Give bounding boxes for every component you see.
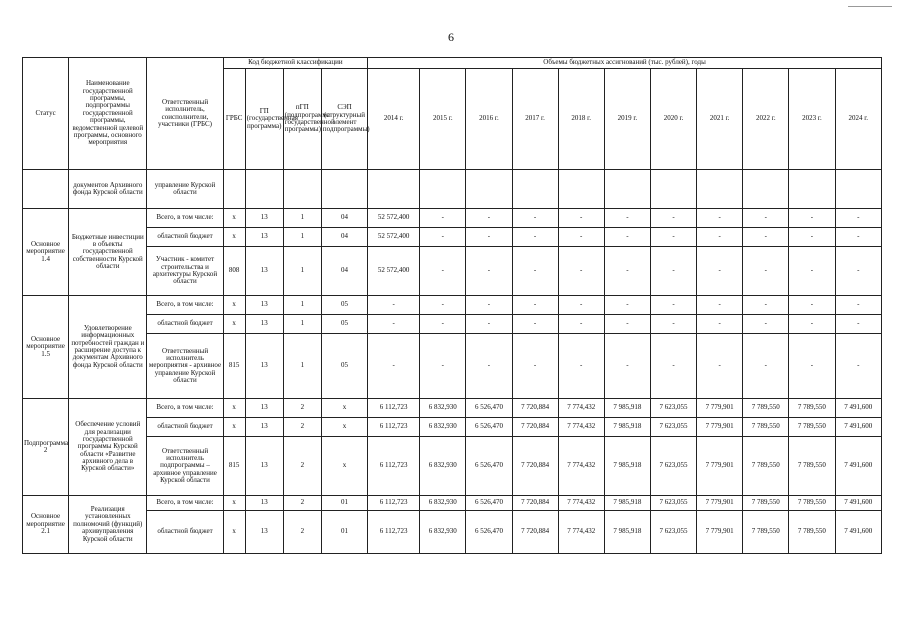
header-executor: Ответственный исполнитель, соисполнители, участники (ГРБС) bbox=[147, 58, 223, 170]
grbs-cell: x bbox=[223, 209, 245, 228]
gp-cell: 13 bbox=[245, 209, 283, 228]
value-cell: - bbox=[650, 296, 696, 315]
value-cell: 6 832,930 bbox=[420, 511, 466, 554]
value-cell: 6 832,930 bbox=[420, 496, 466, 511]
value-cell: 6 526,470 bbox=[466, 418, 512, 437]
table-row bbox=[23, 247, 882, 296]
pgp-cell: 2 bbox=[283, 437, 321, 496]
grbs-cell: x bbox=[223, 496, 245, 511]
value-cell: - bbox=[789, 315, 835, 334]
value-cell: - bbox=[420, 228, 466, 247]
pgp-cell: 1 bbox=[283, 209, 321, 228]
table-row bbox=[23, 209, 882, 228]
value-cell: - bbox=[558, 209, 604, 228]
header-year: 2019 г. bbox=[604, 69, 650, 170]
value-cell: - bbox=[650, 334, 696, 399]
header-year: 2024 г. bbox=[835, 69, 882, 170]
value-cell: - bbox=[604, 315, 650, 334]
header-grbs: ГРБС bbox=[223, 69, 245, 170]
value-cell: - bbox=[789, 247, 835, 296]
header-name: Наименование государственной программы, подпрограммы государственной программы, ведомственной целевой программы, основного мероприятия bbox=[69, 58, 147, 170]
empty-cell bbox=[835, 170, 882, 209]
value-cell: - bbox=[743, 209, 789, 228]
value-cell: 7 623,055 bbox=[650, 437, 696, 496]
value-cell: 52 572,400 bbox=[368, 209, 420, 228]
pgp-cell: 1 bbox=[283, 247, 321, 296]
value-cell: 7 789,550 bbox=[789, 437, 835, 496]
value-cell: 7 985,918 bbox=[604, 496, 650, 511]
pgp-cell: 2 bbox=[283, 496, 321, 511]
sep-cell: x bbox=[321, 418, 367, 437]
value-cell: 7 789,550 bbox=[743, 399, 789, 418]
grbs-cell: x bbox=[223, 511, 245, 554]
status-cell: Основное мероприятие 1.4 bbox=[23, 209, 69, 296]
table-row bbox=[23, 399, 882, 418]
value-cell: 7 985,918 bbox=[604, 418, 650, 437]
status-cell: Основное мероприятие 1.5 bbox=[23, 296, 69, 399]
table-row bbox=[23, 315, 882, 334]
empty-cell bbox=[283, 170, 321, 209]
value-cell: 7 789,550 bbox=[743, 418, 789, 437]
table-row bbox=[23, 334, 882, 399]
value-cell: - bbox=[650, 315, 696, 334]
value-cell: - bbox=[650, 228, 696, 247]
gp-cell: 13 bbox=[245, 228, 283, 247]
sep-cell: 01 bbox=[321, 496, 367, 511]
executor-cell: Всего, в том числе: bbox=[147, 399, 223, 418]
sep-cell: 04 bbox=[321, 209, 367, 228]
value-cell: - bbox=[512, 315, 558, 334]
value-cell: 7 779,901 bbox=[697, 418, 743, 437]
value-cell: 7 491,600 bbox=[835, 399, 882, 418]
value-cell: 6 526,470 bbox=[466, 496, 512, 511]
header-sep: СЭП (структурный элемент подпрограммы) bbox=[321, 69, 367, 170]
gp-cell: 13 bbox=[245, 334, 283, 399]
empty-cell bbox=[789, 170, 835, 209]
table-row bbox=[23, 496, 882, 511]
empty-cell bbox=[321, 170, 367, 209]
header-year: 2018 г. bbox=[558, 69, 604, 170]
header-year: 2017 г. bbox=[512, 69, 558, 170]
value-cell: 7 789,550 bbox=[743, 496, 789, 511]
grbs-cell: x bbox=[223, 315, 245, 334]
value-cell: 7 720,884 bbox=[512, 511, 558, 554]
grbs-cell: 815 bbox=[223, 334, 245, 399]
value-cell: - bbox=[650, 247, 696, 296]
value-cell: 7 789,550 bbox=[789, 511, 835, 554]
value-cell: 7 779,901 bbox=[697, 437, 743, 496]
name-cell: Обеспечение условий для реализации государственной программы Курской области «Развитие архивного дела в Курской области» bbox=[69, 399, 147, 496]
value-cell: 6 832,930 bbox=[420, 399, 466, 418]
table-row bbox=[23, 418, 882, 437]
value-cell: - bbox=[697, 315, 743, 334]
value-cell: 6 832,930 bbox=[420, 437, 466, 496]
value-cell: - bbox=[420, 315, 466, 334]
executor-cell: областной бюджет bbox=[147, 315, 223, 334]
value-cell: - bbox=[743, 334, 789, 399]
empty-cell bbox=[650, 170, 696, 209]
empty-cell bbox=[743, 170, 789, 209]
header-year: 2016 г. bbox=[466, 69, 512, 170]
value-cell: - bbox=[466, 334, 512, 399]
value-cell: - bbox=[835, 334, 882, 399]
value-cell: - bbox=[789, 228, 835, 247]
value-cell: - bbox=[466, 228, 512, 247]
value-cell: - bbox=[604, 247, 650, 296]
executor-cell: областной бюджет bbox=[147, 418, 223, 437]
value-cell: 7 491,600 bbox=[835, 437, 882, 496]
value-cell: 7 789,550 bbox=[789, 399, 835, 418]
header-year: 2015 г. bbox=[420, 69, 466, 170]
value-cell: - bbox=[512, 334, 558, 399]
executor-cell: областной бюджет bbox=[147, 228, 223, 247]
value-cell: - bbox=[604, 228, 650, 247]
header-status: Статус bbox=[23, 58, 69, 170]
gp-cell: 13 bbox=[245, 315, 283, 334]
value-cell: - bbox=[466, 209, 512, 228]
value-cell: - bbox=[697, 228, 743, 247]
sep-cell: x bbox=[321, 399, 367, 418]
value-cell: - bbox=[835, 209, 882, 228]
value-cell: - bbox=[743, 315, 789, 334]
value-cell: - bbox=[789, 296, 835, 315]
executor-cell: Всего, в том числе: bbox=[147, 209, 223, 228]
scan-edge-mark bbox=[848, 6, 892, 7]
grbs-cell: 815 bbox=[223, 437, 245, 496]
header-budget-code: Код бюджетной классификации bbox=[223, 58, 367, 69]
pgp-cell: 1 bbox=[283, 228, 321, 247]
value-cell: - bbox=[512, 228, 558, 247]
value-cell: 7 623,055 bbox=[650, 418, 696, 437]
gp-cell: 13 bbox=[245, 418, 283, 437]
value-cell: 7 774,432 bbox=[558, 496, 604, 511]
value-cell: 7 774,432 bbox=[558, 418, 604, 437]
value-cell: 6 832,930 bbox=[420, 418, 466, 437]
grbs-cell: x bbox=[223, 418, 245, 437]
value-cell: - bbox=[420, 334, 466, 399]
value-cell: 7 789,550 bbox=[743, 511, 789, 554]
value-cell: - bbox=[368, 334, 420, 399]
value-cell: 6 112,723 bbox=[368, 496, 420, 511]
header-gp: ГП (государственная программа) bbox=[245, 69, 283, 170]
value-cell: - bbox=[835, 228, 882, 247]
value-cell: 52 572,400 bbox=[368, 247, 420, 296]
table-row bbox=[23, 296, 882, 315]
value-cell: - bbox=[512, 247, 558, 296]
header-year: 2020 г. bbox=[650, 69, 696, 170]
value-cell: - bbox=[466, 247, 512, 296]
value-cell: 7 491,600 bbox=[835, 496, 882, 511]
value-cell: 7 779,901 bbox=[697, 399, 743, 418]
value-cell: - bbox=[368, 315, 420, 334]
grbs-cell: x bbox=[223, 296, 245, 315]
value-cell: - bbox=[697, 209, 743, 228]
value-cell: 7 985,918 bbox=[604, 511, 650, 554]
budget-table bbox=[22, 57, 882, 554]
executor-cell: областной бюджет bbox=[147, 511, 223, 554]
pgp-cell: 2 bbox=[283, 511, 321, 554]
sep-cell: 01 bbox=[321, 511, 367, 554]
value-cell: 7 774,432 bbox=[558, 399, 604, 418]
value-cell: 7 720,884 bbox=[512, 496, 558, 511]
value-cell: 7 985,918 bbox=[604, 399, 650, 418]
executor-cell: Участник - комитет строительства и архитектуры Курской области bbox=[147, 247, 223, 296]
value-cell: - bbox=[743, 296, 789, 315]
gp-cell: 13 bbox=[245, 496, 283, 511]
value-cell: 7 720,884 bbox=[512, 399, 558, 418]
value-cell: - bbox=[558, 334, 604, 399]
value-cell: - bbox=[697, 247, 743, 296]
value-cell: 6 526,470 bbox=[466, 437, 512, 496]
gp-cell: 13 bbox=[245, 247, 283, 296]
value-cell: 7 779,901 bbox=[697, 496, 743, 511]
value-cell: - bbox=[466, 315, 512, 334]
value-cell: - bbox=[558, 247, 604, 296]
gp-cell: 13 bbox=[245, 511, 283, 554]
value-cell: - bbox=[512, 296, 558, 315]
value-cell: - bbox=[789, 334, 835, 399]
value-cell: - bbox=[697, 296, 743, 315]
sep-cell: 05 bbox=[321, 315, 367, 334]
executor-cell: Всего, в том числе: bbox=[147, 496, 223, 511]
pgp-cell: 1 bbox=[283, 315, 321, 334]
value-cell: - bbox=[650, 209, 696, 228]
value-cell: 7 720,884 bbox=[512, 418, 558, 437]
value-cell: 7 491,600 bbox=[835, 418, 882, 437]
value-cell: 7 774,432 bbox=[558, 437, 604, 496]
value-cell: 7 720,884 bbox=[512, 437, 558, 496]
value-cell: - bbox=[558, 315, 604, 334]
header-year: 2021 г. bbox=[697, 69, 743, 170]
pgp-cell: 2 bbox=[283, 399, 321, 418]
executor-cell: Ответственный исполнитель подпрограммы – архивное управление Курской области bbox=[147, 437, 223, 496]
value-cell: - bbox=[512, 209, 558, 228]
header-year: 2022 г. bbox=[743, 69, 789, 170]
empty-cell bbox=[420, 170, 466, 209]
empty-cell bbox=[558, 170, 604, 209]
value-cell: 7 789,550 bbox=[789, 418, 835, 437]
empty-cell bbox=[604, 170, 650, 209]
value-cell: 6 112,723 bbox=[368, 511, 420, 554]
gp-cell: 13 bbox=[245, 399, 283, 418]
pgp-cell: 1 bbox=[283, 296, 321, 315]
status-cell: Основное мероприятие 2.1 bbox=[23, 496, 69, 554]
value-cell: - bbox=[420, 296, 466, 315]
name-cell: Реализация установленных полномочий (функций) архивуправления Курской области bbox=[69, 496, 147, 554]
table-row bbox=[23, 228, 882, 247]
empty-cell bbox=[697, 170, 743, 209]
value-cell: - bbox=[789, 209, 835, 228]
value-cell: - bbox=[420, 209, 466, 228]
table-row bbox=[23, 511, 882, 554]
value-cell: - bbox=[368, 296, 420, 315]
name-cell: Бюджетные инвестиции в объекты государственной собственности Курской области bbox=[69, 209, 147, 296]
grbs-cell: x bbox=[223, 228, 245, 247]
sep-cell: 05 bbox=[321, 296, 367, 315]
page-number: 6 bbox=[448, 30, 454, 44]
header-pgp: пГП (подпрограмма государственной программы) bbox=[283, 69, 321, 170]
value-cell: 7 623,055 bbox=[650, 399, 696, 418]
grbs-cell: x bbox=[223, 399, 245, 418]
header-year: 2023 г. bbox=[789, 69, 835, 170]
value-cell: - bbox=[835, 296, 882, 315]
pgp-cell: 2 bbox=[283, 418, 321, 437]
value-cell: - bbox=[604, 209, 650, 228]
value-cell: - bbox=[743, 228, 789, 247]
name-cell: Удовлетворение информационных потребностей граждан и расширение доступа к документам Архивного фонда Курской области bbox=[69, 296, 147, 399]
value-cell: 6 112,723 bbox=[368, 437, 420, 496]
executor-cell: управление Курской области bbox=[147, 170, 223, 209]
value-cell: - bbox=[558, 228, 604, 247]
value-cell: 6 112,723 bbox=[368, 418, 420, 437]
pgp-cell: 1 bbox=[283, 334, 321, 399]
empty-cell bbox=[223, 170, 245, 209]
table-row bbox=[23, 437, 882, 496]
status-cell bbox=[23, 170, 69, 209]
empty-cell bbox=[466, 170, 512, 209]
value-cell: 7 789,550 bbox=[743, 437, 789, 496]
value-cell: 7 774,432 bbox=[558, 511, 604, 554]
value-cell: - bbox=[835, 247, 882, 296]
value-cell: 52 572,400 bbox=[368, 228, 420, 247]
gp-cell: 13 bbox=[245, 296, 283, 315]
executor-cell: Всего, в том числе: bbox=[147, 296, 223, 315]
value-cell: 7 491,600 bbox=[835, 511, 882, 554]
value-cell: - bbox=[466, 296, 512, 315]
value-cell: 7 623,055 bbox=[650, 511, 696, 554]
name-cell: документов Архивного фонда Курской области bbox=[69, 170, 147, 209]
value-cell: 7 789,550 bbox=[789, 496, 835, 511]
status-cell: Подпрограмма 2 bbox=[23, 399, 69, 496]
value-cell: - bbox=[604, 296, 650, 315]
empty-cell bbox=[245, 170, 283, 209]
header-year: 2014 г. bbox=[368, 69, 420, 170]
value-cell: 7 623,055 bbox=[650, 496, 696, 511]
sep-cell: 04 bbox=[321, 247, 367, 296]
value-cell: 6 526,470 bbox=[466, 399, 512, 418]
header-volumes: Объемы бюджетных ассигнований (тыс. рублей), годы bbox=[368, 58, 882, 69]
sep-cell: x bbox=[321, 437, 367, 496]
empty-cell bbox=[368, 170, 420, 209]
value-cell: - bbox=[743, 247, 789, 296]
value-cell: 7 985,918 bbox=[604, 437, 650, 496]
executor-cell: Ответственный исполнитель мероприятия - архивное управление Курской области bbox=[147, 334, 223, 399]
value-cell: - bbox=[697, 334, 743, 399]
value-cell: - bbox=[558, 296, 604, 315]
sep-cell: 05 bbox=[321, 334, 367, 399]
value-cell: - bbox=[604, 334, 650, 399]
value-cell: 6 112,723 bbox=[368, 399, 420, 418]
value-cell: - bbox=[835, 315, 882, 334]
sep-cell: 04 bbox=[321, 228, 367, 247]
grbs-cell: 808 bbox=[223, 247, 245, 296]
value-cell: 6 526,470 bbox=[466, 511, 512, 554]
value-cell: 7 779,901 bbox=[697, 511, 743, 554]
gp-cell: 13 bbox=[245, 437, 283, 496]
empty-cell bbox=[512, 170, 558, 209]
value-cell: - bbox=[420, 247, 466, 296]
